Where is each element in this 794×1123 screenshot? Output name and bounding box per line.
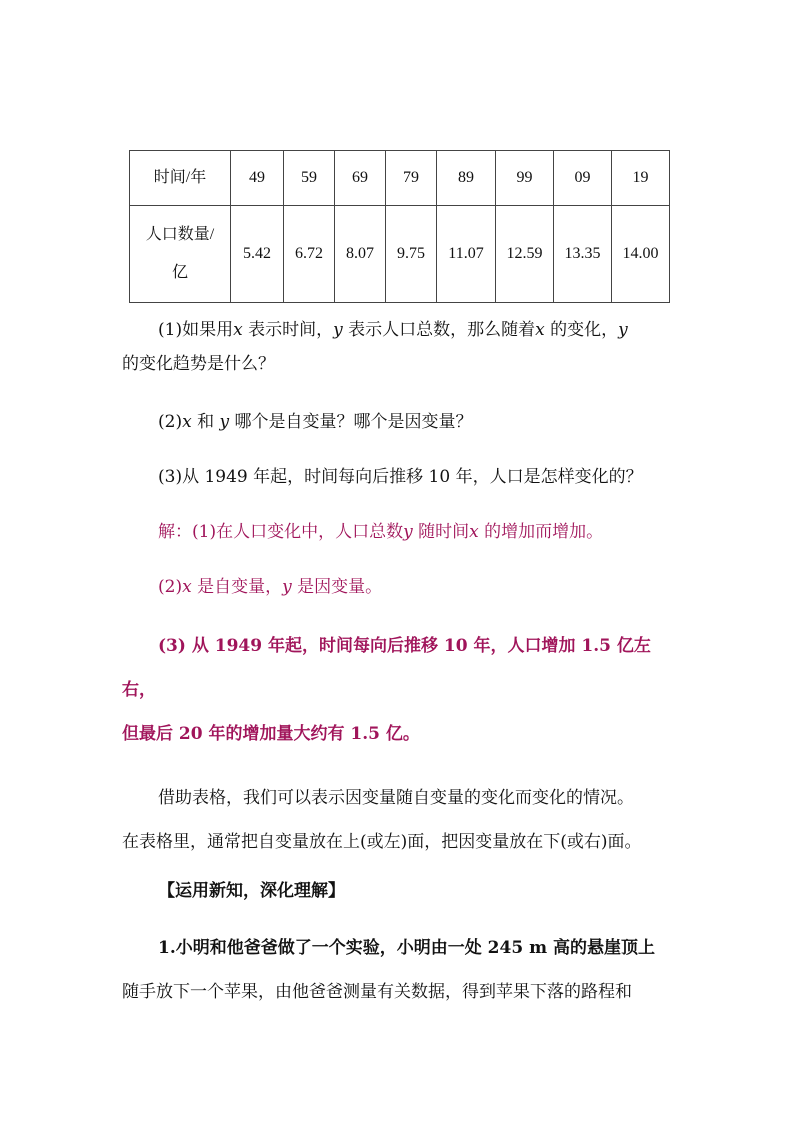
table-cell: 9.75	[386, 206, 437, 303]
table-cell: 99	[496, 151, 554, 206]
table-row	[130, 206, 670, 303]
answer-3: (3) 从 1949 年起，时间每向后推移 10 年，人口增加 1.5 亿左右， 但最后 20 年的增加量大约有 1.5 亿。	[122, 636, 651, 744]
table-cell: 79	[386, 151, 437, 206]
table-cell: 8.07	[335, 206, 386, 303]
problem-1: 1.小明和他爸爸做了一个实验，小明由一处 245 m 高的悬崖顶上 随手放下一个苹果，由他爸爸测量有关数据，得到苹果下落的路程和	[122, 938, 655, 1002]
table-cell: 69	[335, 151, 386, 206]
table-cell: 14.00	[612, 206, 670, 303]
section-title: 【运用新知，深化理解】	[158, 881, 345, 901]
table-header-cell	[130, 206, 231, 303]
question-1: (1)如果用x 表示时间，y 表示人口总数，那么随着x 的变化，y 的变化趋势是什么？	[122, 320, 628, 374]
header-line: 亿	[171, 264, 188, 281]
population-table	[129, 150, 670, 303]
header-line: 人口数量/	[145, 226, 215, 243]
table-header-cell: 时间/年	[130, 151, 231, 206]
table-cell: 09	[554, 151, 612, 206]
table-cell: 12.59	[496, 206, 554, 303]
table-cell: 49	[231, 151, 284, 206]
table-cell: 11.07	[437, 206, 496, 303]
table-cell: 89	[437, 151, 496, 206]
question-2: (2)x 和 y 哪个是自变量？哪个是因变量？	[158, 412, 473, 432]
table-row	[130, 151, 670, 206]
answer-1: 解：(1)在人口变化中，人口总数y 随时间x 的增加而增加。	[158, 522, 604, 542]
table-cell: 13.35	[554, 206, 612, 303]
table-cell: 5.42	[231, 206, 284, 303]
summary-paragraph: 借助表格，我们可以表示因变量随自变量的变化而变化的情况。 在表格里，通常把自变量放在上(或左)面，把因变量放在下(或右)面。	[122, 788, 642, 852]
question-3: (3)从 1949 年起，时间每向后推移 10 年，人口是怎样变化的？	[158, 467, 643, 487]
table-cell: 6.72	[284, 206, 335, 303]
table-cell: 59	[284, 151, 335, 206]
answer-2: (2)x 是自变量，y 是因变量。	[158, 577, 383, 597]
table-cell: 19	[612, 151, 670, 206]
